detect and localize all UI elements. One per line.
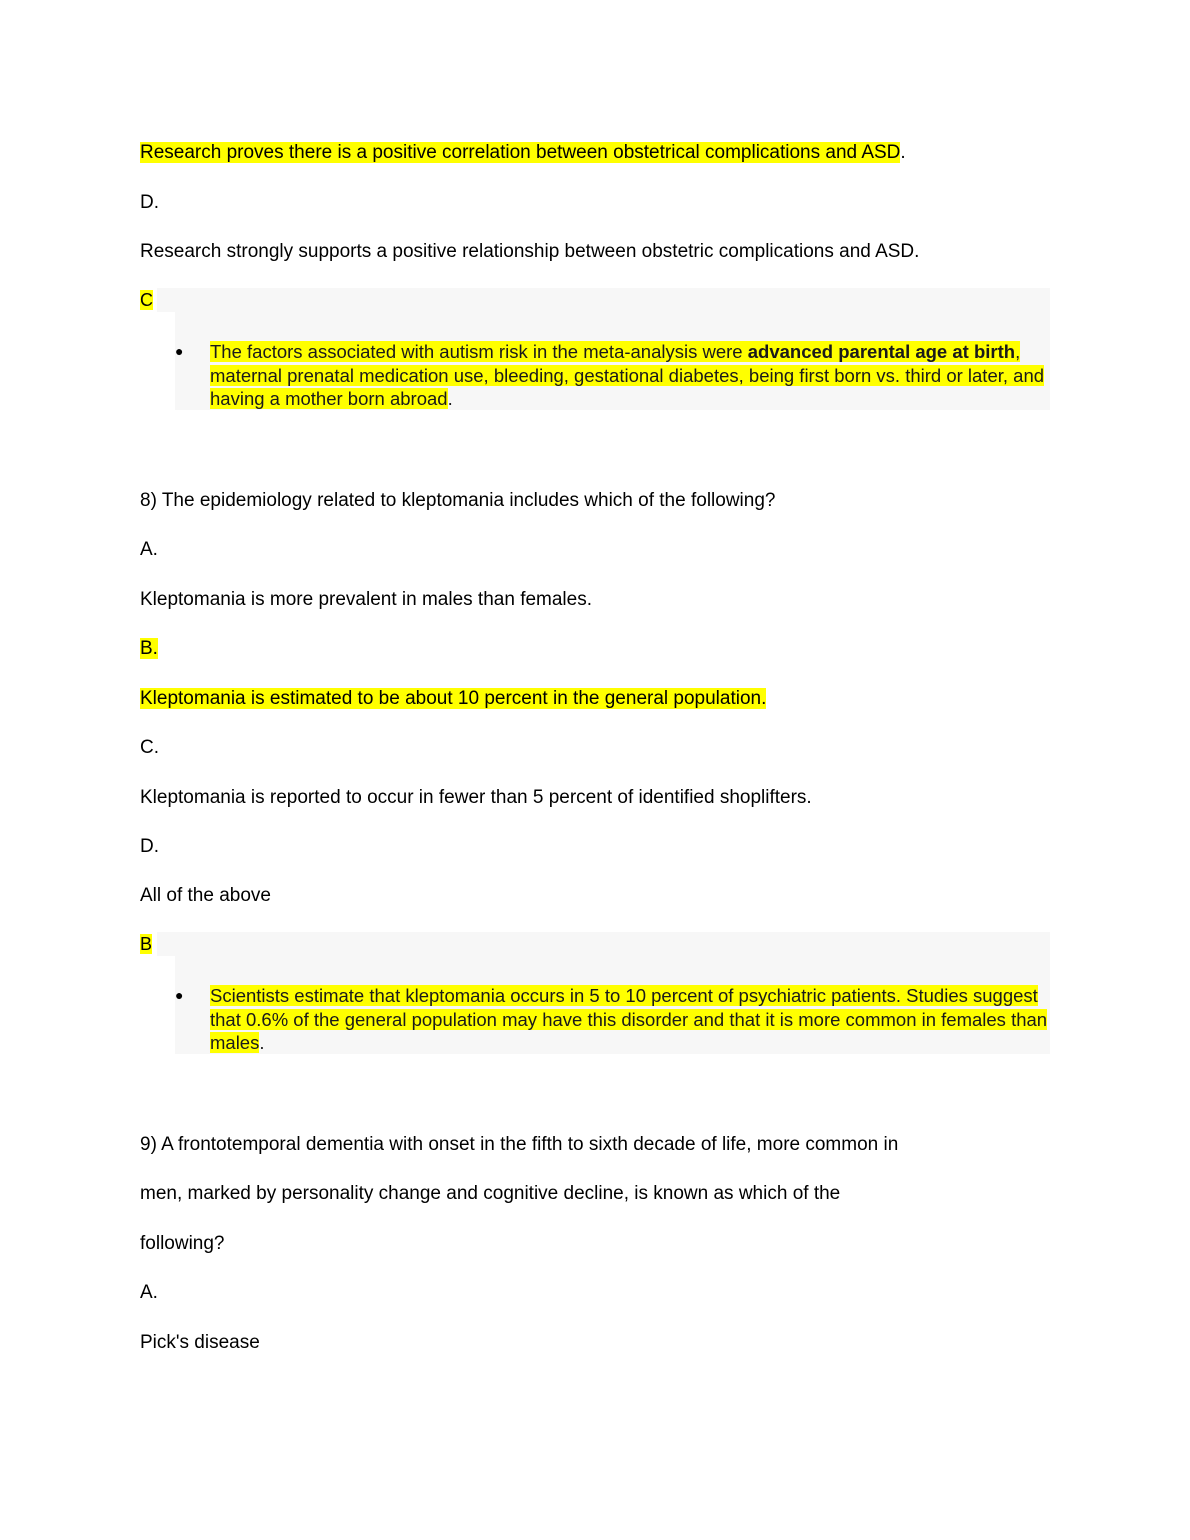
bullet-icon: ●	[175, 987, 184, 1003]
q8-rationale: Scientists estimate that kleptomania occurs in 5 to 10 percent of psychiatric patients. Studies suggest that 0.6% of the general population may have this disorder and that it is more common in females than males.	[210, 985, 1048, 1053]
q8-option-a-text: Kleptomania is more prevalent in males than females.	[140, 589, 593, 610]
q7-option-c-text: Research proves there is a positive correlation between obstetrical complications and ASD.	[140, 142, 906, 163]
q9-option-a-label: A.	[140, 1282, 158, 1303]
bullet-icon: ●	[175, 343, 184, 359]
q8-option-d-label: D.	[140, 836, 159, 857]
q9-question-line-3: following?	[140, 1233, 225, 1254]
q7-answer-letter: C	[140, 290, 153, 310]
q8-question: 8) The epidemiology related to kleptomania includes which of the following?	[140, 490, 776, 511]
q8-option-d-text: All of the above	[140, 885, 271, 906]
q7-option-d-text: Research strongly supports a positive relationship between obstetric complications and ASD.	[140, 241, 920, 262]
q8-option-b-text: Kleptomania is estimated to be about 10 percent in the general population.	[140, 688, 767, 709]
highlighted-text: Research proves there is a positive correlation between obstetrical complications and ASD	[140, 142, 901, 163]
q8-option-c-text: Kleptomania is reported to occur in fewer than 5 percent of identified shoplifters.	[140, 787, 812, 808]
answer-panel-header	[157, 932, 1050, 956]
q9-option-a-text: Pick's disease	[140, 1332, 260, 1353]
q9-question-line-2: men, marked by personality change and cognitive decline, is known as which of the	[140, 1183, 841, 1204]
q8-option-c-label: C.	[140, 737, 159, 758]
answer-panel-header	[157, 288, 1050, 312]
q8-option-a-label: A.	[140, 539, 158, 560]
q7-option-d-label: D.	[140, 192, 159, 213]
q8-answer-letter: B	[140, 934, 153, 954]
q9-question-line-1: 9) A frontotemporal dementia with onset in the fifth to sixth decade of life, more common in	[140, 1134, 899, 1155]
q8-option-b-label: B.	[140, 638, 158, 659]
q7-rationale: The factors associated with autism risk in the meta-analysis were advanced parental age at birth, maternal prenatal medication use, bleeding, gestational diabetes, being first born vs. third or later, and having a mother born abroad.	[210, 341, 1045, 409]
